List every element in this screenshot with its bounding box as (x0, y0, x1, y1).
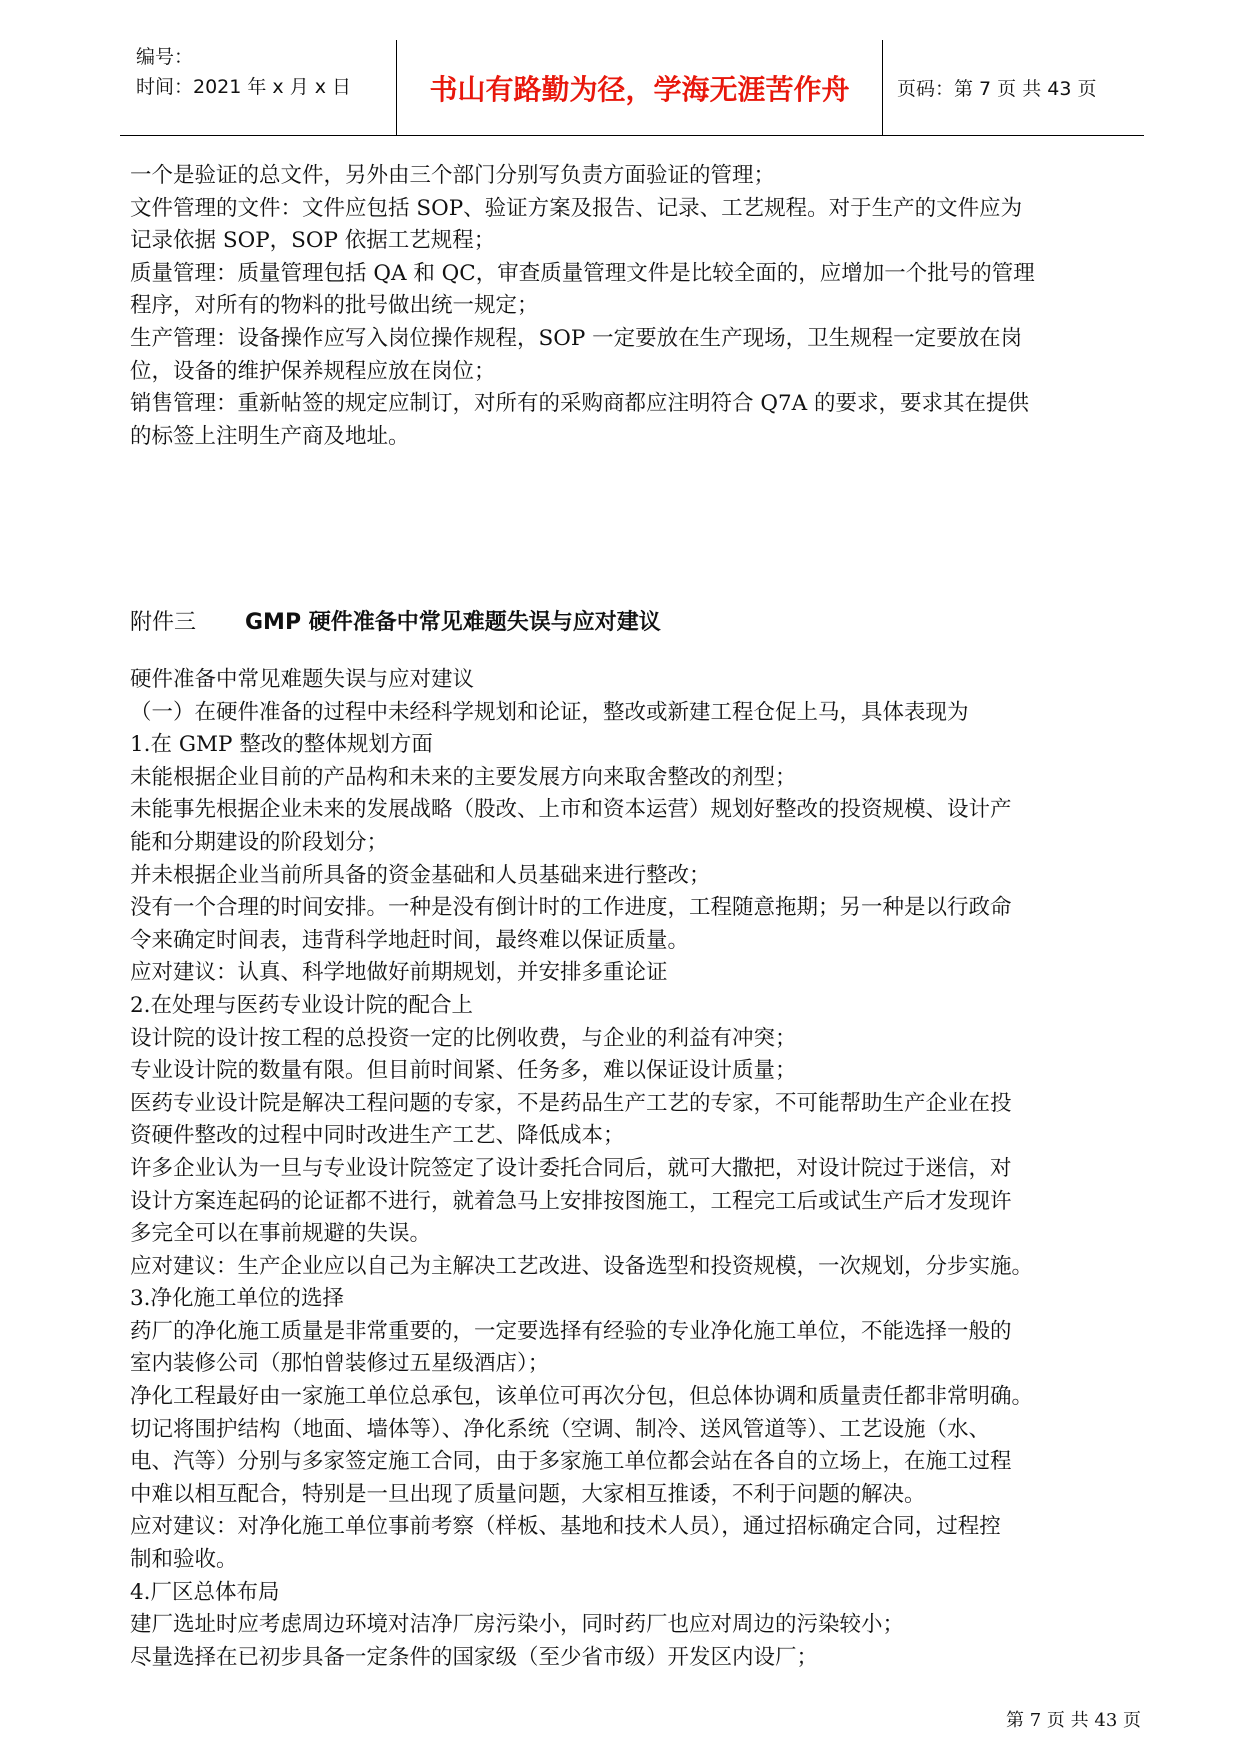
text-line: 硬件准备中常见难题失误与应对建议 (130, 667, 475, 692)
text-line: 3.净化施工单位的选择 (130, 1286, 345, 1312)
text-line: （一）在硬件准备的过程中未经科学规划和论证，整改或新建工程仓促上马，具体表现为 (130, 699, 969, 725)
text-line: 尽量选择在已初步具备一定条件的国家级（至少省市级）开发区内设厂； (130, 1644, 819, 1670)
text-line: 设计院的设计按工程的总投资一定的比例收费，与企业的利益有冲突； (130, 1025, 797, 1051)
text-line: 药厂的净化施工质量是非常重要的，一定要选择有经验的专业净化施工单位，不能选择一般的 (130, 1318, 1012, 1344)
text-line: 未能事先根据企业未来的发展战略（股改、上市和资本运营）规划好整改的投资规模、设计产 (130, 797, 1012, 823)
page-footer: 第 7 页 共 43 页 (1006, 1710, 1141, 1731)
text-line: 4.厂区总体布局 (130, 1579, 280, 1605)
text-line: 应对建议：认真、科学地做好前期规划，并安排多重论证 (130, 960, 668, 986)
text-line: 切记将围护结构（地面、墙体等）、净化系统（空调、制冷、送风管道等）、工艺设施（水、 (130, 1416, 991, 1442)
text-line: 并未根据企业当前所具备的资金基础和人员基础来进行整改； (130, 862, 711, 888)
text-line: 设计方案连起码的论证都不进行，就着急马上安排按图施工，工程完工后或试生产后才发现许 (130, 1188, 1012, 1214)
text-line: 中难以相互配合，特别是一旦出现了质量问题，大家相互推诿，不利于问题的解决。 (130, 1481, 926, 1507)
text-line: 生产管理：设备操作应写入岗位操作规程，SOP 一定要放在生产现场，卫生规程一定要放在岗 (130, 325, 1023, 351)
text-line: 2.在处理与医药专业设计院的配合上 (130, 992, 474, 1018)
text-line: 建厂选址时应考虑周边环境对洁净厂房污染小，同时药厂也应对周边的污染较小； (130, 1612, 905, 1638)
text-line: 的标签上注明生产商及地址。 (130, 423, 410, 449)
text-line: 制和验收。 (130, 1547, 238, 1573)
text-line: 应对建议：生产企业应以自己为主解决工艺改进、设备选型和投资规模，一次规划，分步实施。 (130, 1253, 1034, 1279)
text-line: 室内装修公司（那怕曾装修过五星级酒店）； (130, 1351, 550, 1377)
appendix-label: 附件三 (130, 610, 197, 635)
text-line: 记录依据 SOP，SOP 依据工艺规程； (130, 228, 496, 254)
text-line: 能和分期建设的阶段划分； (130, 829, 389, 855)
text-line: 销售管理：重新帖签的规定应制订，对所有的采购商都应注明符合 Q7A 的要求，要求其在提供 (130, 391, 1030, 417)
text-line: 专业设计院的数量有限。但目前时间紧、任务多，难以保证设计质量； (130, 1058, 797, 1084)
page-code: 页码：第 7 页 共 43 页 (883, 40, 1145, 136)
appendix-title: GMP 硬件准备中常见难题失误与应对建议 (245, 610, 661, 635)
text-line: 电、汽等）分别与多家签定施工合同，由于多家施工单位都会站在各自的立场上，在施工过程 (130, 1449, 1012, 1475)
text-line: 许多企业认为一旦与专业设计院签定了设计委托合同后，就可大撒把，对设计院过于迷信，对 (130, 1155, 1012, 1181)
text-line: 多完全可以在事前规避的失误。 (130, 1221, 432, 1247)
text-line: 一个是验证的总文件，另外由三个部门分别写负责方面验证的管理； (130, 163, 776, 188)
appendix-heading (130, 607, 661, 639)
header-left-cell (120, 40, 397, 136)
text-line: 医药专业设计院是解决工程问题的专家，不是药品生产工艺的专家，不可能帮助生产企业在投 (130, 1090, 1012, 1116)
text-line: 未能根据企业目前的产品构和未来的主要发展方向来取舍整改的剂型； (130, 764, 797, 790)
time-label: 时间：2021 年 x 月 x 日 (136, 76, 352, 98)
text-line: 位，设备的维护保养规程应放在岗位； (130, 358, 496, 384)
body-section-1 (130, 160, 1130, 453)
body-section-2 (130, 664, 1130, 1674)
number-label: 编号： (136, 46, 194, 68)
text-line: 资硬件整改的过程中同时改进生产工艺、降低成本； (130, 1123, 625, 1149)
text-line: 应对建议：对净化施工单位事前考察（样板、基地和技术人员），通过招标确定合同，过程控 (130, 1514, 1001, 1540)
text-line: 1.在 GMP 整改的整体规划方面 (130, 732, 433, 758)
text-line: 程序，对所有的物料的批号做出统一规定； (130, 293, 539, 319)
motto: 书山有路勤为径，学海无涯苦作舟 (397, 40, 883, 136)
text-line: 令来确定时间表，违背科学地赶时间，最终难以保证质量。 (130, 927, 690, 953)
page-header (120, 40, 1144, 136)
text-line: 没有一个合理的时间安排。一种是没有倒计时的工作进度，工程随意拖期；另一种是以行政命 (130, 895, 1012, 921)
text-line: 质量管理：质量管理包括 QA 和 QC，审查质量管理文件是比较全面的，应增加一个批号的管理 (130, 260, 1035, 286)
text-line: 净化工程最好由一家施工单位总承包，该单位可再次分包，但总体协调和质量责任都非常明确。 (130, 1384, 1034, 1410)
text-line: 文件管理的文件：文件应包括 SOP、验证方案及报告、记录、工艺规程。对于生产的文件应为 (130, 195, 1023, 221)
